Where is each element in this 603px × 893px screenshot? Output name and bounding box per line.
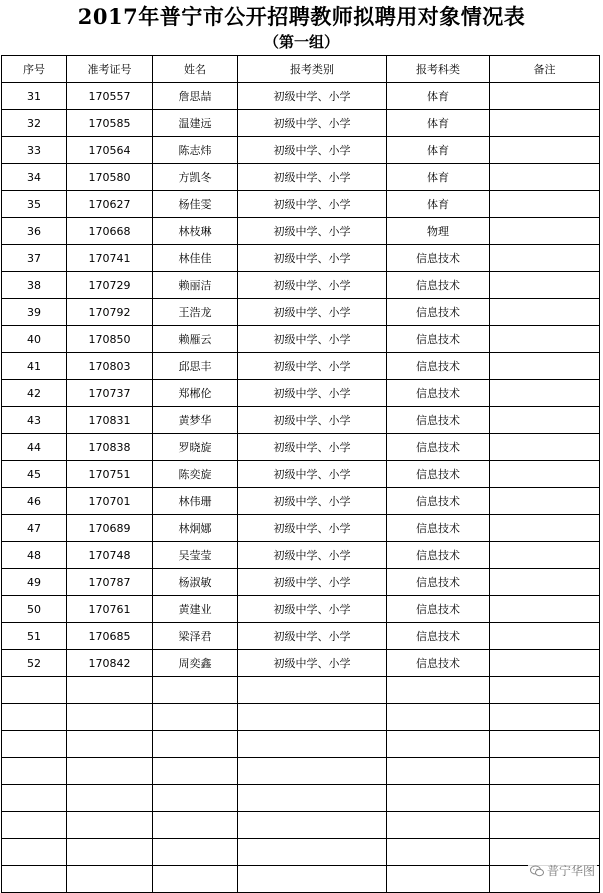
cell-subject: 信息技术 <box>387 596 490 623</box>
cell-remarks <box>490 353 600 380</box>
table-row <box>2 299 600 326</box>
cell-remarks <box>490 218 600 245</box>
cell-exam-id: 170685 <box>67 623 153 650</box>
cell-remarks <box>490 596 600 623</box>
empty-table-row <box>2 731 600 758</box>
empty-cell <box>238 812 387 839</box>
empty-cell <box>2 866 67 893</box>
empty-cell <box>490 731 600 758</box>
empty-cell <box>387 785 490 812</box>
empty-cell <box>2 731 67 758</box>
cell-remarks <box>490 380 600 407</box>
cell-subject: 信息技术 <box>387 623 490 650</box>
table-row <box>2 623 600 650</box>
empty-cell <box>490 758 600 785</box>
cell-index: 32 <box>2 110 67 137</box>
cell-name: 黄建业 <box>153 596 238 623</box>
cell-category: 初级中学、小学 <box>238 461 387 488</box>
cell-subject: 信息技术 <box>387 488 490 515</box>
cell-exam-id: 170838 <box>67 434 153 461</box>
cell-category: 初级中学、小学 <box>238 569 387 596</box>
empty-cell <box>153 677 238 704</box>
cell-subject: 体育 <box>387 191 490 218</box>
empty-table-row <box>2 839 600 866</box>
cell-category: 初级中学、小学 <box>238 623 387 650</box>
cell-category: 初级中学、小学 <box>238 245 387 272</box>
cell-index: 40 <box>2 326 67 353</box>
table-row <box>2 191 600 218</box>
table-row <box>2 272 600 299</box>
cell-remarks <box>490 272 600 299</box>
table-row <box>2 461 600 488</box>
cell-exam-id: 170701 <box>67 488 153 515</box>
header-remarks: 备注 <box>490 56 600 83</box>
empty-table-row <box>2 758 600 785</box>
cell-exam-id: 170564 <box>67 137 153 164</box>
cell-exam-id: 170741 <box>67 245 153 272</box>
cell-remarks <box>490 623 600 650</box>
cell-category: 初级中学、小学 <box>238 407 387 434</box>
cell-category: 初级中学、小学 <box>238 110 387 137</box>
cell-exam-id: 170668 <box>67 218 153 245</box>
empty-cell <box>238 731 387 758</box>
cell-exam-id: 170557 <box>67 83 153 110</box>
empty-cell <box>67 731 153 758</box>
cell-category: 初级中学、小学 <box>238 542 387 569</box>
cell-category: 初级中学、小学 <box>238 380 387 407</box>
candidate-table <box>1 55 600 893</box>
cell-subject: 信息技术 <box>387 299 490 326</box>
cell-exam-id: 170842 <box>67 650 153 677</box>
cell-name: 赖雁云 <box>153 326 238 353</box>
table-header-row <box>2 56 600 83</box>
empty-cell <box>67 758 153 785</box>
cell-index: 36 <box>2 218 67 245</box>
cell-name: 陈志炜 <box>153 137 238 164</box>
cell-name: 黄梦华 <box>153 407 238 434</box>
table-row <box>2 164 600 191</box>
cell-index: 46 <box>2 488 67 515</box>
cell-subject: 体育 <box>387 164 490 191</box>
cell-name: 詹思喆 <box>153 83 238 110</box>
table-row <box>2 218 600 245</box>
cell-category: 初级中学、小学 <box>238 299 387 326</box>
cell-exam-id: 170831 <box>67 407 153 434</box>
cell-category: 初级中学、小学 <box>238 434 387 461</box>
cell-name: 林伟珊 <box>153 488 238 515</box>
cell-exam-id: 170585 <box>67 110 153 137</box>
cell-index: 48 <box>2 542 67 569</box>
empty-cell <box>387 677 490 704</box>
cell-index: 50 <box>2 596 67 623</box>
empty-cell <box>153 704 238 731</box>
cell-exam-id: 170748 <box>67 542 153 569</box>
cell-subject: 信息技术 <box>387 272 490 299</box>
empty-cell <box>2 812 67 839</box>
page-subtitle: （第一组） <box>263 33 339 51</box>
cell-subject: 信息技术 <box>387 326 490 353</box>
cell-remarks <box>490 326 600 353</box>
empty-cell <box>490 785 600 812</box>
watermark-text: 普宁华图 <box>546 864 595 878</box>
table-row <box>2 83 600 110</box>
empty-cell <box>387 731 490 758</box>
cell-remarks <box>490 110 600 137</box>
cell-remarks <box>490 191 600 218</box>
cell-name: 杨淑敏 <box>153 569 238 596</box>
cell-category: 初级中学、小学 <box>238 83 387 110</box>
cell-name: 杨佳雯 <box>153 191 238 218</box>
cell-subject: 体育 <box>387 83 490 110</box>
cell-category: 初级中学、小学 <box>238 326 387 353</box>
cell-exam-id: 170627 <box>67 191 153 218</box>
cell-category: 初级中学、小学 <box>238 272 387 299</box>
empty-cell <box>67 785 153 812</box>
empty-table-row <box>2 866 600 893</box>
cell-name: 温建远 <box>153 110 238 137</box>
empty-cell <box>238 704 387 731</box>
cell-index: 37 <box>2 245 67 272</box>
empty-cell <box>153 812 238 839</box>
cell-category: 初级中学、小学 <box>238 650 387 677</box>
cell-subject: 物理 <box>387 218 490 245</box>
empty-cell <box>2 785 67 812</box>
table-row <box>2 407 600 434</box>
cell-subject: 信息技术 <box>387 515 490 542</box>
empty-cell <box>153 758 238 785</box>
cell-remarks <box>490 164 600 191</box>
cell-name: 林炯娜 <box>153 515 238 542</box>
cell-remarks <box>490 650 600 677</box>
empty-cell <box>238 866 387 893</box>
cell-category: 初级中学、小学 <box>238 164 387 191</box>
cell-remarks <box>490 137 600 164</box>
header-exam-id: 准考证号 <box>67 56 153 83</box>
cell-subject: 信息技术 <box>387 650 490 677</box>
cell-exam-id: 170850 <box>67 326 153 353</box>
cell-name: 赖丽洁 <box>153 272 238 299</box>
cell-category: 初级中学、小学 <box>238 353 387 380</box>
table-row <box>2 542 600 569</box>
empty-cell <box>153 731 238 758</box>
empty-cell <box>490 677 600 704</box>
empty-cell <box>153 785 238 812</box>
cell-exam-id: 170689 <box>67 515 153 542</box>
cell-index: 34 <box>2 164 67 191</box>
table-row <box>2 596 600 623</box>
empty-cell <box>387 839 490 866</box>
cell-subject: 信息技术 <box>387 407 490 434</box>
empty-cell <box>238 758 387 785</box>
cell-index: 33 <box>2 137 67 164</box>
cell-remarks <box>490 245 600 272</box>
cell-index: 38 <box>2 272 67 299</box>
cell-subject: 信息技术 <box>387 461 490 488</box>
cell-name: 梁泽君 <box>153 623 238 650</box>
cell-remarks <box>490 83 600 110</box>
table-row <box>2 245 600 272</box>
cell-subject: 信息技术 <box>387 245 490 272</box>
cell-subject: 体育 <box>387 137 490 164</box>
empty-cell <box>238 839 387 866</box>
empty-cell <box>490 812 600 839</box>
table-row <box>2 326 600 353</box>
cell-subject: 体育 <box>387 110 490 137</box>
cell-index: 35 <box>2 191 67 218</box>
empty-cell <box>2 839 67 866</box>
header-subject: 报考科类 <box>387 56 490 83</box>
cell-remarks <box>490 515 600 542</box>
header-index: 序号 <box>2 56 67 83</box>
cell-category: 初级中学、小学 <box>238 218 387 245</box>
cell-subject: 信息技术 <box>387 353 490 380</box>
empty-table-row <box>2 812 600 839</box>
table-row <box>2 434 600 461</box>
cell-name: 方凯冬 <box>153 164 238 191</box>
table-row <box>2 650 600 677</box>
empty-cell <box>2 677 67 704</box>
cell-name: 吴莹莹 <box>153 542 238 569</box>
cell-subject: 信息技术 <box>387 380 490 407</box>
empty-cell <box>153 866 238 893</box>
table-row <box>2 569 600 596</box>
table-row <box>2 353 600 380</box>
table-body <box>2 83 600 893</box>
cell-category: 初级中学、小学 <box>238 515 387 542</box>
cell-remarks <box>490 542 600 569</box>
empty-cell <box>67 839 153 866</box>
cell-name: 陈奕旋 <box>153 461 238 488</box>
empty-cell <box>67 866 153 893</box>
cell-index: 51 <box>2 623 67 650</box>
cell-name: 郑郴伦 <box>153 380 238 407</box>
cell-exam-id: 170751 <box>67 461 153 488</box>
empty-cell <box>67 704 153 731</box>
cell-category: 初级中学、小学 <box>238 488 387 515</box>
cell-index: 45 <box>2 461 67 488</box>
table-row <box>2 137 600 164</box>
empty-cell <box>2 704 67 731</box>
empty-cell <box>238 785 387 812</box>
watermark <box>528 862 597 879</box>
empty-cell <box>387 704 490 731</box>
cell-category: 初级中学、小学 <box>238 191 387 218</box>
cell-exam-id: 170792 <box>67 299 153 326</box>
page-title: 2017年普宁市公开招聘教师拟聘用对象情况表 <box>77 4 526 29</box>
table-row <box>2 110 600 137</box>
cell-exam-id: 170737 <box>67 380 153 407</box>
cell-exam-id: 170787 <box>67 569 153 596</box>
cell-name: 周奕鑫 <box>153 650 238 677</box>
cell-index: 43 <box>2 407 67 434</box>
table-row <box>2 488 600 515</box>
table-row <box>2 380 600 407</box>
empty-cell <box>490 704 600 731</box>
cell-remarks <box>490 488 600 515</box>
cell-name: 罗晓旋 <box>153 434 238 461</box>
cell-category: 初级中学、小学 <box>238 137 387 164</box>
cell-index: 39 <box>2 299 67 326</box>
cell-index: 47 <box>2 515 67 542</box>
cell-index: 41 <box>2 353 67 380</box>
cell-remarks <box>490 461 600 488</box>
header-category: 报考类别 <box>238 56 387 83</box>
header-name: 姓名 <box>153 56 238 83</box>
empty-cell <box>387 812 490 839</box>
cell-name: 王浩龙 <box>153 299 238 326</box>
empty-cell <box>67 812 153 839</box>
cell-exam-id: 170580 <box>67 164 153 191</box>
cell-index: 42 <box>2 380 67 407</box>
cell-name: 林佳佳 <box>153 245 238 272</box>
empty-table-row <box>2 704 600 731</box>
cell-index: 31 <box>2 83 67 110</box>
empty-table-row <box>2 785 600 812</box>
empty-cell <box>238 677 387 704</box>
cell-index: 44 <box>2 434 67 461</box>
cell-name: 邱思丰 <box>153 353 238 380</box>
empty-cell <box>2 758 67 785</box>
table-row <box>2 515 600 542</box>
cell-subject: 信息技术 <box>387 569 490 596</box>
empty-cell <box>387 866 490 893</box>
cell-exam-id: 170803 <box>67 353 153 380</box>
empty-cell <box>153 839 238 866</box>
wechat-icon <box>530 865 544 877</box>
cell-index: 52 <box>2 650 67 677</box>
cell-subject: 信息技术 <box>387 542 490 569</box>
empty-cell <box>67 677 153 704</box>
cell-category: 初级中学、小学 <box>238 596 387 623</box>
cell-exam-id: 170761 <box>67 596 153 623</box>
empty-cell <box>387 758 490 785</box>
cell-name: 林枝琳 <box>153 218 238 245</box>
cell-remarks <box>490 299 600 326</box>
cell-exam-id: 170729 <box>67 272 153 299</box>
cell-remarks <box>490 434 600 461</box>
cell-remarks <box>490 407 600 434</box>
cell-remarks <box>490 569 600 596</box>
empty-table-row <box>2 677 600 704</box>
cell-subject: 信息技术 <box>387 434 490 461</box>
cell-index: 49 <box>2 569 67 596</box>
